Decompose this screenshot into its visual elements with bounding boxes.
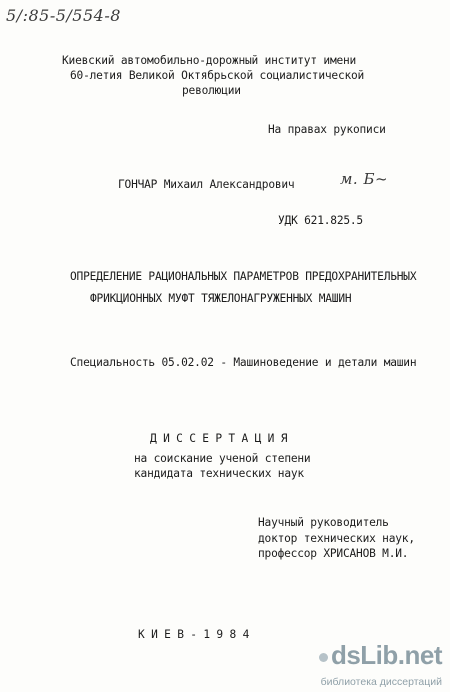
institution-line-3: революции: [182, 84, 241, 97]
author-name: ГОНЧАР Михаил Александрович: [118, 178, 295, 191]
handwritten-catalog-code: 5/:85-5/554-8: [6, 6, 121, 25]
watermark-subtitle: библиотека диссертаций: [320, 676, 442, 688]
institution-line-1: Киевский автомобильно-дорожный институт имени: [62, 54, 357, 67]
degree-line-2: кандидата технических наук: [134, 467, 304, 480]
manuscript-rights-note: На правах рукописи: [268, 123, 386, 136]
supervisor-line-2: доктор технических наук,: [258, 532, 415, 545]
watermark-dot-icon: [319, 653, 328, 662]
title-line-2: ФРИКЦИОННЫХ МУФТ ТЯЖЕЛОНАГРУЖЕННЫХ МАШИН: [90, 292, 352, 305]
dissertation-heading: Д И С С Е Р Т А Ц И Я: [150, 432, 288, 445]
specialty-line: Специальность 05.02.02 - Машиноведение и детали машин: [70, 356, 417, 369]
dslib-watermark: [296, 640, 444, 688]
supervisor-line-1: Научный руководитель: [258, 516, 389, 529]
degree-line-1: на соискание ученой степени: [134, 452, 311, 465]
supervisor-line-3: профессор ХРИСАНОВ М.И.: [258, 547, 409, 560]
author-signature: м. Б~: [340, 170, 389, 188]
watermark-logo-text: dsLib.net: [330, 640, 442, 670]
title-line-1: ОПРЕДЕЛЕНИЕ РАЦИОНАЛЬНЫХ ПАРАМЕТРОВ ПРЕДОХРАНИТЕЛЬНЫХ: [70, 270, 417, 283]
watermark-logo: [319, 640, 442, 671]
udk-code: УДК 621.825.5: [278, 214, 363, 227]
institution-line-2: 60-летия Великой Октябрьской социалистической: [70, 69, 365, 82]
city-and-year: К И Е В - 1 9 8 4: [138, 628, 250, 641]
